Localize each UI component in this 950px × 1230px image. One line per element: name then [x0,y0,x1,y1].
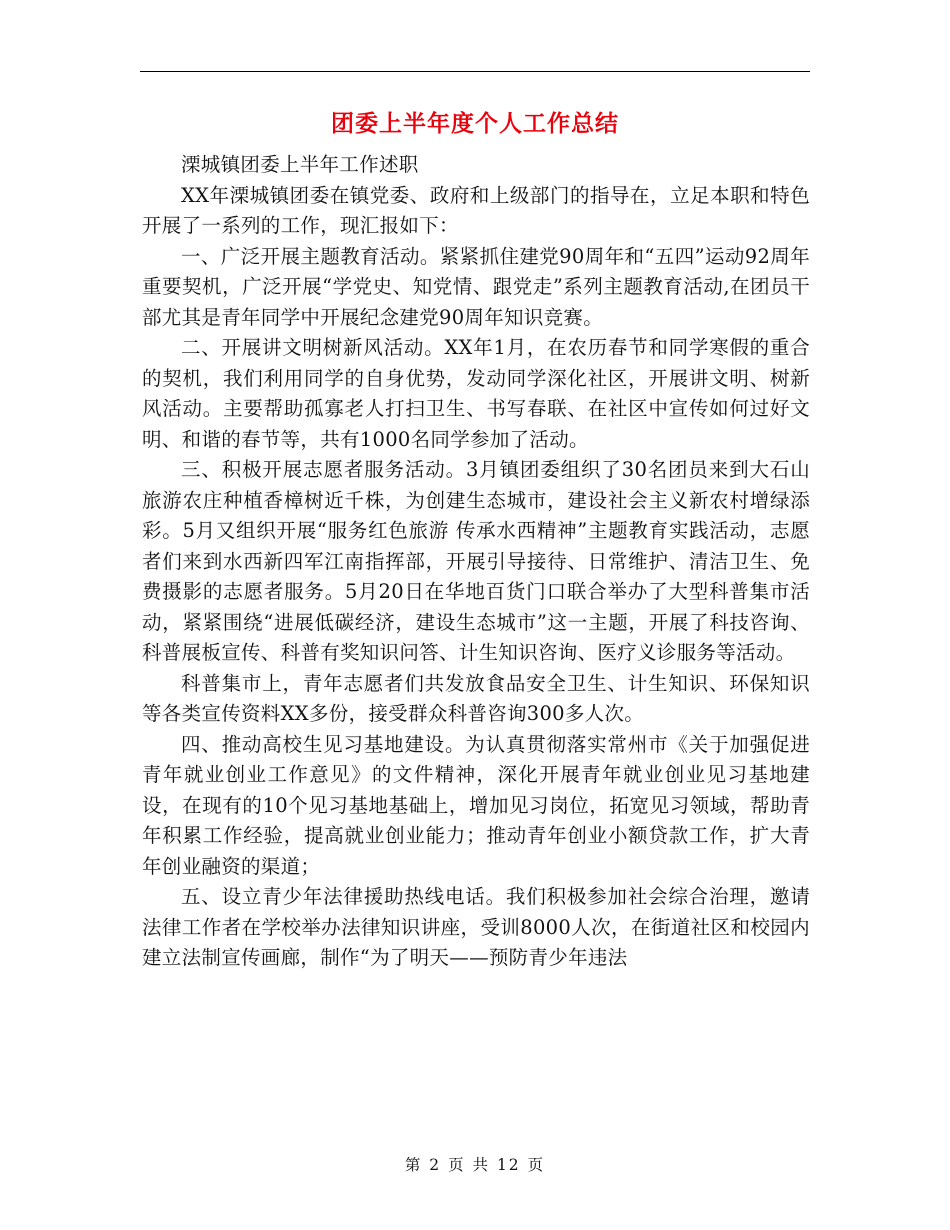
header-rule [140,71,810,72]
document-title: 团委上半年度个人工作总结 [331,111,619,137]
paragraph-science-fair: 科普集市上，青年志愿者们共发放食品安全卫生、计生知识、环保知识等各类宣传资料XX多份，接受群众科普咨询300多人次。 [142,671,810,725]
paragraph-intro: XX年溧城镇团委在镇党委、政府和上级部门的指导在，立足本职和特色开展了一系列的工作，现汇报如下： [142,183,810,237]
document-body [142,150,810,974]
page-number: 第 2 页 共 12 页 [404,1156,546,1174]
paragraph-section-4: 四、推动高校生见习基地建设。为认真贯彻落实常州市《关于加强促进青年就业创业工作意见》的文件精神，深化开展青年就业创业见习基地建设，在现有的10个见习基地基础上，增加见习岗位，拓宽见习领域，帮助青年积累工作经验，提高就业创业能力；推动青年创业小额贷款工作，扩大青年创业融资的渠道； [142,732,810,878]
paragraph-section-3: 三、积极开展志愿者服务活动。3月镇团委组织了30名团员来到大石山旅游农庄种植香樟树近千株，为创建生态城市，建设社会主义新农村增绿添彩。5月又组织开展“服务红色旅游 传承水西精神”主题教育实践活动，志愿者们来到水西新四军江南指挥部，开展引导接待、日常维护、清洁卫生、免费摄影的志愿者服务。5月20日在华地百货门口联合举办了大型科普集市活动，紧紧围绕“进展低碳经济，建设生态城市”这一主题，开展了科技咨询、科普展板宣传、科普有奖知识问答、计生知识咨询、医疗义诊服务等活动。 [142,458,810,664]
paragraph-subtitle: 溧城镇团委上半年工作述职 [181,153,419,176]
paragraph-section-2: 二、开展讲文明树新风活动。XX年1月，在农历春节和同学寒假的重合的契机，我们利用同学的自身优势，发动同学深化社区，开展讲文明、树新风活动。主要帮助孤寡老人打扫卫生、书写春联、在社区中宣传如何过好文明、和谐的春节等，共有1000名同学参加了活动。 [142,336,810,451]
paragraph-section-5: 五、设立青少年法律援助热线电话。我们积极参加社会综合治理，邀请法律工作者在学校举办法律知识讲座，受训8000人次，在街道社区和校园内建立法制宣传画廊，制作“为了明天——预防青少年违法 [142,885,810,969]
paragraph-section-1: 一、广泛开展主题教育活动。紧紧抓住建党90周年和“五四”运动92周年重要契机，广泛开展“学党史、知党情、跟党走”系列主题教育活动,在团员干部尤其是青年同学中开展纪念建党90周年知识竞赛。 [142,244,810,329]
